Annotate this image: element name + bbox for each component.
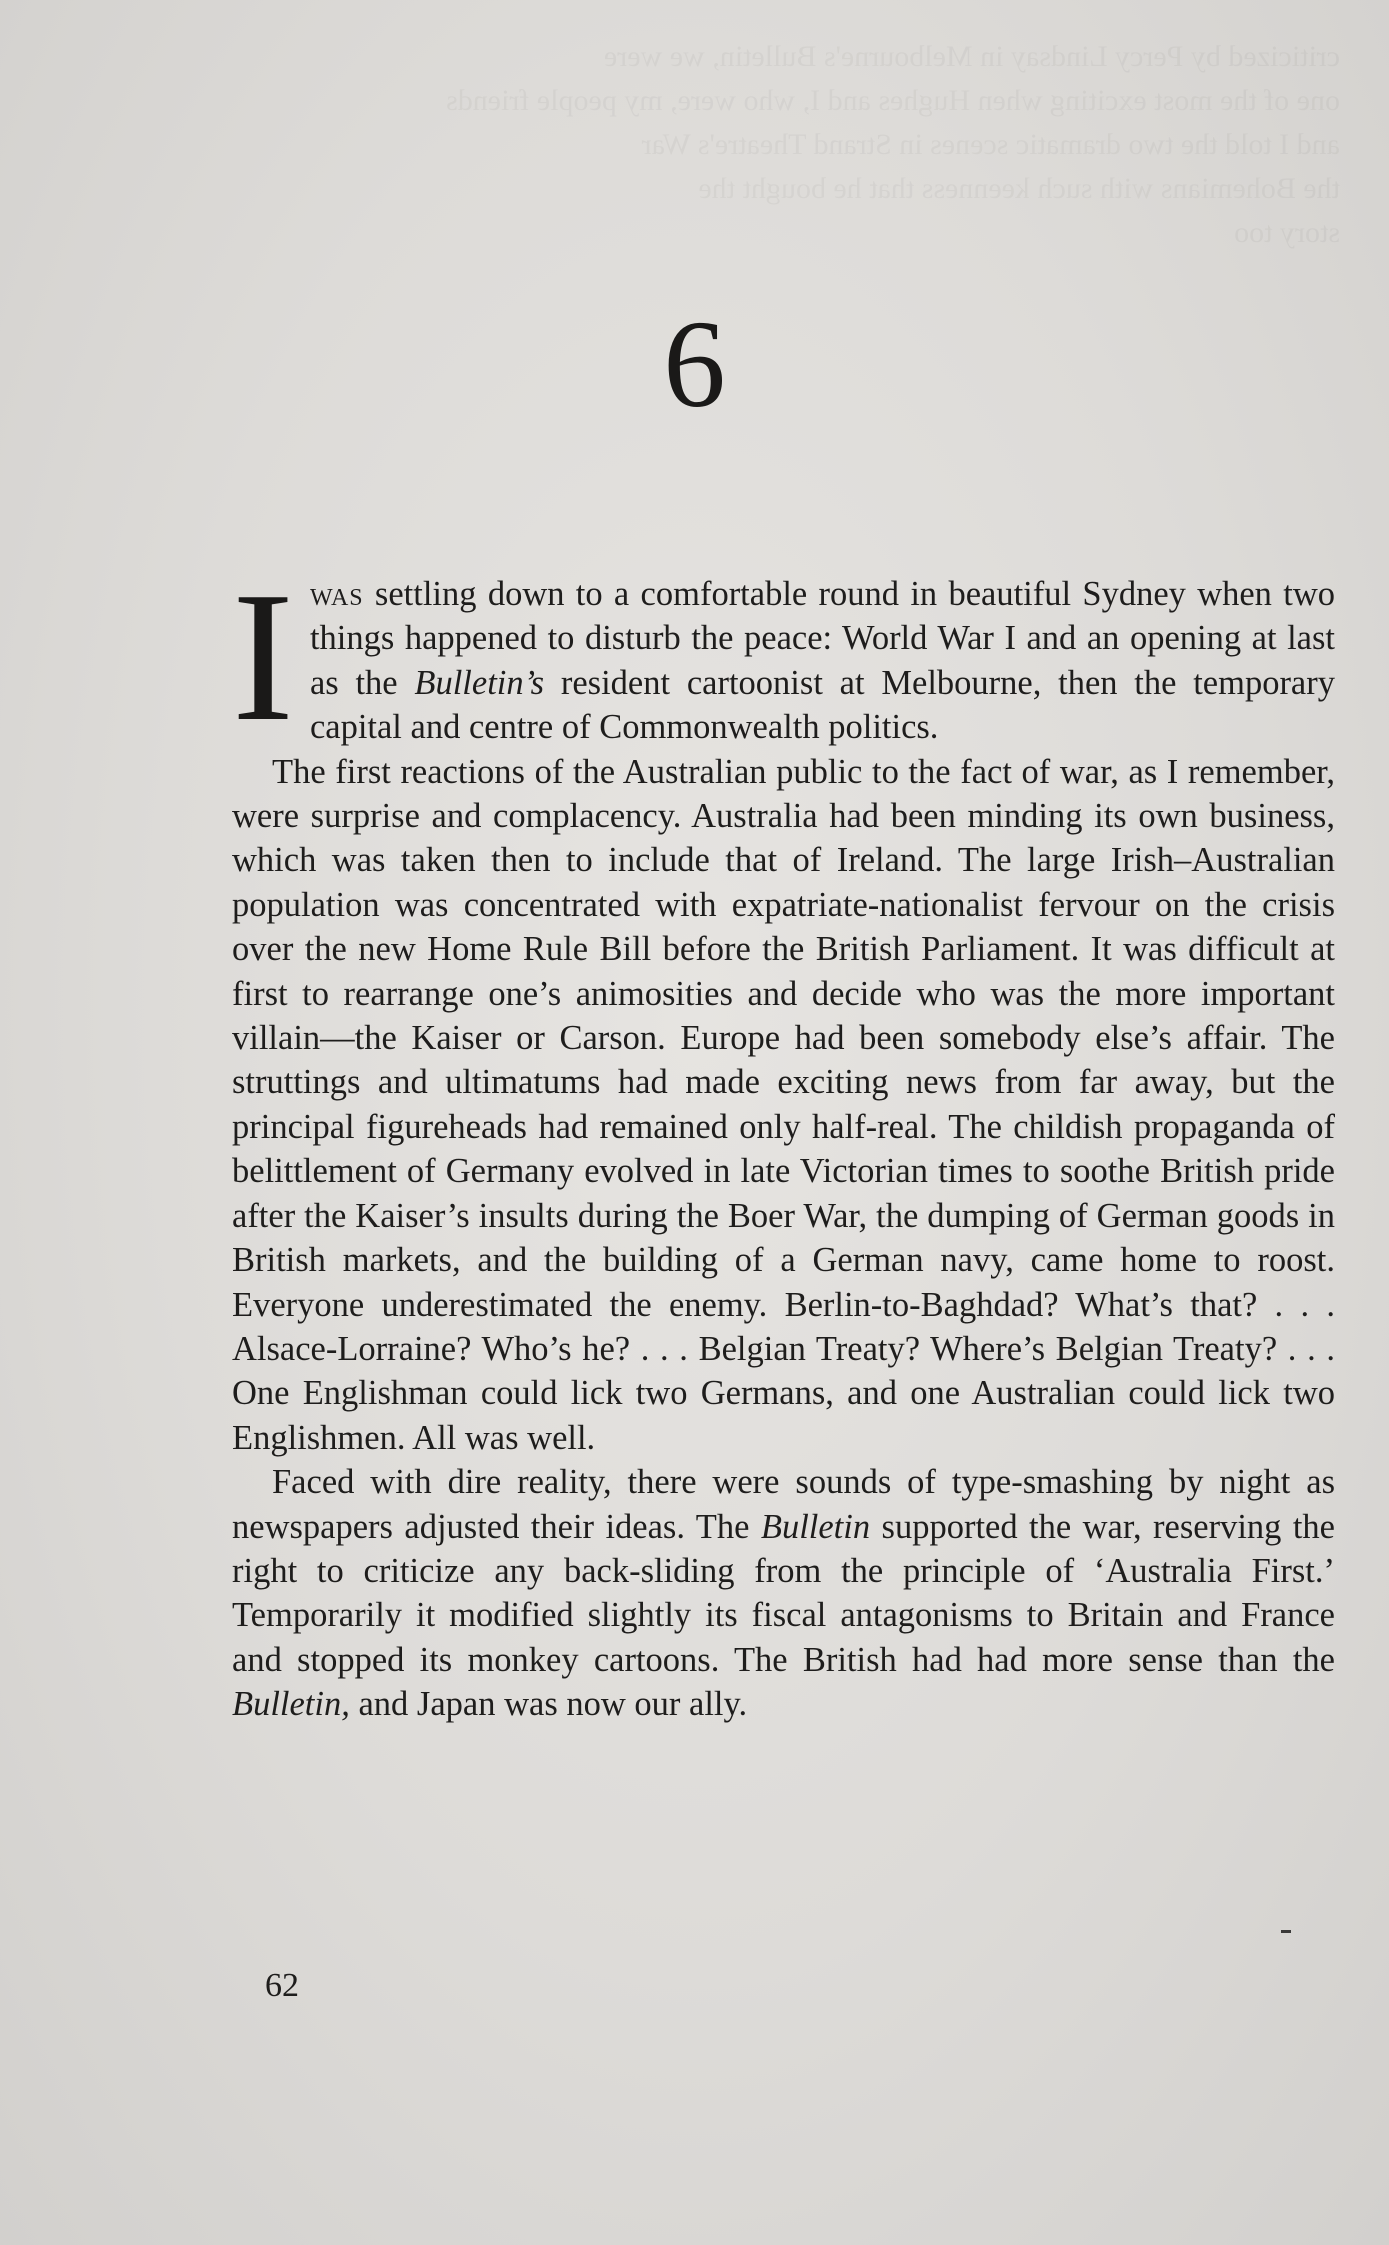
- paragraph-3-text-b: supported the war, reserving the right to criticize any back-sliding from the principle of ‘Australia First.’ Temporarily it modified slightly its fiscal antagonisms to Britain and France and stopped its monkey cartoons. The British had had more sense than the: [232, 1507, 1335, 1679]
- chapter-number: 6: [663, 296, 726, 434]
- paragraph-3-text-c: and Japan was now our ally.: [349, 1685, 748, 1724]
- paragraph-1: [232, 554, 1335, 760]
- paragraph-3-italic-b: Bulletin,: [232, 1685, 350, 1724]
- paragraph-3: [232, 1460, 1335, 1726]
- paragraph-1-lead-smallcaps: was: [309, 575, 364, 613]
- bleed-through-line: [240, 35, 1340, 79]
- paragraph-1-text-a: settling down to a comfortable round in beautiful Sydney when two things happened to disturb the peace: World War I and an opening at last as the: [309, 575, 1335, 702]
- paragraph-1-italic: Bulletin’s: [414, 663, 545, 702]
- bleed-through-line: [240, 79, 1340, 123]
- chapter-body: [232, 554, 1335, 1727]
- page-number: 62: [265, 1967, 299, 2004]
- paragraph-3-italic-a: Bulletin: [760, 1507, 871, 1546]
- bleed-through-line: [240, 123, 1340, 167]
- bleed-through-line: [240, 167, 1340, 211]
- ink-mark: [1281, 1930, 1291, 1933]
- paragraph-1-text-b: resident cartoonist at Melbourne, then the temporary capital and centre of Commonwealth politics.: [309, 663, 1335, 747]
- paragraph-2: The first reactions of the Australian public to the fact of war, as I remember, were surprise and complacency. Australia had been minding its own business, which was taken then to include that of Ireland. The large Irish–Australian population was concentrated with expatriate-nationalist fervour on the crisis over the new Home Rule Bill before the British Parliament. It was difficult at first to rearrange one’s animosities and decide who was the more important villain—the Kaiser or Carson. Europe had been somebody else’s affair. The struttings and ultimatums had made exciting news from far away, but the principal figureheads had remained only half-real. The childish propaganda of belittlement of Germany evolved in late Victorian times to soothe British pride after the Kaiser’s insults during the Boer War, the dumping of German goods in British markets, and the building of a German navy, came home to roost. Everyone underestimated the enemy. Berlin-to-Baghdad? What’s that? . . . Alsace-Lorraine? Who’s he? . . . Belgian Treaty? Where’s Belgian Treaty? . . . One Englishman could lick two Germans, and one Australian could lick two Englishmen. All was well.: [232, 752, 1335, 1457]
- bleed-through-text: [240, 35, 1340, 255]
- paragraph-3-text-a: Faced with dire reality, there were sounds of type-smashing by night as newspapers adjusted their ideas. The: [232, 1463, 1335, 1546]
- bleed-through-line: [240, 211, 1340, 255]
- drop-cap: I: [232, 554, 294, 760]
